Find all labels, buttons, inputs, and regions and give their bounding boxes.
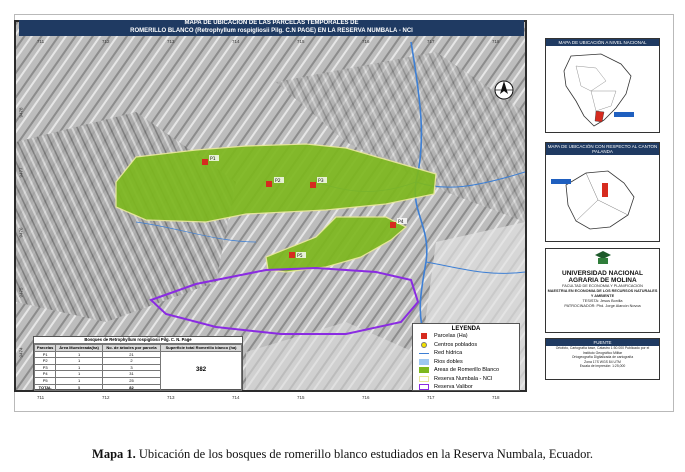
parcel-label-p4: P4 <box>398 220 404 225</box>
university-name-2: AGRARIA DE MOLINA <box>568 277 637 284</box>
coord-xb-6: 716 <box>362 395 370 400</box>
caption-text: Ubicación de los bosques de romerillo blanco estudiados en la Reserva Numbala, Ecuador. <box>138 447 593 461</box>
source-line-2: Instituto Geográfico Militar <box>582 350 623 355</box>
faculty: FACULTAD DE ECONOMIA Y PLANIFICACION <box>562 284 643 288</box>
source-line-3: Ortogeografía Digitalizada de cartografía <box>571 355 634 359</box>
palanda-map <box>546 155 659 241</box>
total-area: 382 <box>161 351 242 391</box>
coord-x-5: 715 <box>297 39 305 44</box>
ecuador-map <box>546 46 659 130</box>
parcel-label-p5: P5 <box>297 254 303 259</box>
coord-y-1: 9478 <box>18 107 24 118</box>
university-logo-icon <box>546 251 659 270</box>
parcel-label-p3: P3 <box>318 179 324 184</box>
university-block <box>545 248 660 333</box>
coord-x-7: 717 <box>427 39 435 44</box>
table-row: P5 1 25 <box>35 377 242 384</box>
valibor-boundary-icon <box>419 384 429 390</box>
romerillo-area-icon <box>419 367 429 373</box>
legend-item-parcelas: Parcelas (Ha) <box>413 332 519 341</box>
table-header: Área Muestreada(ha) <box>56 345 103 352</box>
inset-canton <box>545 142 660 242</box>
sponsor: PATROCINADOR: Phd. Jorge Alarcón Novoa <box>564 304 641 308</box>
coord-xb-2: 712 <box>102 395 110 400</box>
source-title: FUENTE <box>546 339 659 346</box>
coord-x-1: 711 <box>37 39 45 44</box>
thesis-author: TESISTA: Jesus Bonilla <box>582 299 623 303</box>
coord-xb-4: 714 <box>232 395 240 400</box>
inset-canton-title: MAPA DE UBICACIÓN CON RESPECTO AL CANTON PALANDA <box>547 144 658 154</box>
numbala-boundary-icon <box>419 376 429 382</box>
parcel-symbol-icon <box>419 333 429 339</box>
legend-item-numbala: Reserva Numbala - NCI <box>413 375 519 384</box>
figure-caption <box>0 447 685 462</box>
coord-x-6: 716 <box>362 39 370 44</box>
table-row: P4 1 31 <box>35 371 242 378</box>
map-title-line1: MAPA DE UBICACIÓN DE LAS PARCELAS TEMPORALES DE <box>184 20 359 26</box>
coord-y-4: 9475 <box>18 287 24 298</box>
table-row: P2 1 2 <box>35 358 242 365</box>
coord-y-2: 9477 <box>18 167 24 178</box>
source-block <box>545 338 660 380</box>
town-symbol-icon <box>419 342 429 348</box>
source-line-5: Escala de impresión: 1:25,000 <box>579 364 626 368</box>
legend-item-rios-dobles: Rios dobles <box>413 358 519 367</box>
legend-item-romerillo: Areas de Romerillo Blanco <box>413 366 519 375</box>
legend-item-centros: Centros poblados <box>413 341 519 350</box>
table-row: P1 1 21 382 <box>35 351 242 358</box>
north-arrow-icon <box>495 81 513 99</box>
university-name-1: UNIVERSIDAD NACIONAL <box>562 270 643 277</box>
map-title-line2: ROMERILLO BLANCO (Retrophyllum rospigliosii Pilg. C.N PAGE) EN LA RESERVA NUMBALA - NCI <box>130 27 413 34</box>
coord-xb-7: 717 <box>427 395 435 400</box>
coord-x-2: 712 <box>102 39 110 44</box>
coord-y-5: 9474 <box>18 347 24 358</box>
map-title <box>19 20 524 36</box>
table-row: P3 1 3 <box>35 364 242 371</box>
legend <box>412 323 520 391</box>
parcel-label-p1: P1 <box>210 157 216 162</box>
source-line-1: Ortofoto, Cartografía base, Catastro 1:50.000 Publicado por el <box>555 346 650 350</box>
table-row-total: TOTAL 5 82 <box>35 384 242 391</box>
parcel-label-p2: P2 <box>275 179 281 184</box>
coord-xb-5: 715 <box>297 395 305 400</box>
source-line-4: Zona 17S WGS 84 UTM <box>584 359 621 364</box>
table-header: Superficie total Romerillo blanco (ha) <box>161 345 242 352</box>
program: MAESTRIA EN ECONOMIA DE LOS RECURSOS NATURALES Y AMBIENTE <box>547 289 658 298</box>
coord-xb-8: 718 <box>492 395 500 400</box>
coord-x-3: 713 <box>167 39 175 44</box>
table-header: No. de árboles por parcela <box>102 345 160 352</box>
inset-national <box>545 38 660 133</box>
legend-item-valibor: Reserva Valibor <box>413 383 519 392</box>
coord-x-4: 714 <box>232 39 240 44</box>
caption-label: Mapa 1. <box>92 447 136 461</box>
coord-y-3: 9476 <box>18 227 24 238</box>
double-river-icon <box>419 359 429 365</box>
river-line-icon <box>419 350 429 356</box>
coord-x-8: 718 <box>492 39 500 44</box>
table-header: Parcelas <box>35 345 56 352</box>
inset-national-title: MAPA DE UBICACIÓN A NIVEL NACIONAL <box>546 39 659 46</box>
coord-xb-3: 713 <box>167 395 175 400</box>
legend-title: LEYENDA <box>451 326 481 332</box>
table-title: Bosques de Retrophyllum rospigliosii Pilg. C. N. Page <box>34 337 242 344</box>
parcel-table <box>33 336 243 390</box>
coord-xb-1: 711 <box>37 395 45 400</box>
legend-item-red-hidrica: Red hídrica <box>413 349 519 358</box>
